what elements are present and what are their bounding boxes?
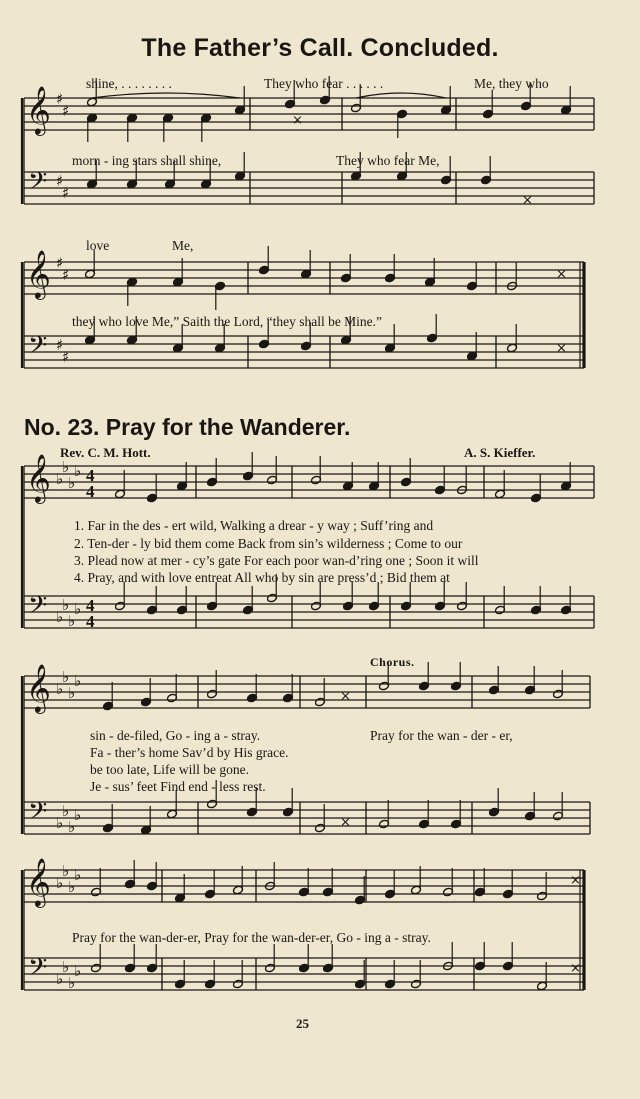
key-sharp-icon: ♯ bbox=[56, 90, 64, 108]
key-sharp-icon: ♯ bbox=[56, 254, 64, 272]
key-flat-icon: ♭ bbox=[62, 802, 70, 820]
verse-3-line-2: be too late, Life will be gone. bbox=[90, 762, 249, 777]
key-sharp-icon: ♯ bbox=[56, 172, 64, 190]
treble-clef-icon: 𝄞 bbox=[26, 249, 51, 298]
time-signature-bottom: 4 bbox=[86, 612, 95, 631]
rest-icon: ⨯ bbox=[340, 815, 351, 830]
verse-3-line-1: 3. Plead now at mer - cy’s gate For each poor wan-d’ring one ; Soon it will bbox=[74, 553, 479, 568]
key-flat-icon: ♭ bbox=[68, 474, 76, 492]
verse-2-line-2: Fa - ther’s home Sav’d by His grace. bbox=[90, 745, 289, 760]
key-flat-icon: ♭ bbox=[62, 596, 70, 614]
key-flat-icon: ♭ bbox=[56, 970, 64, 988]
key-flat-icon: ♭ bbox=[74, 672, 82, 690]
key-flat-icon: ♭ bbox=[56, 608, 64, 626]
key-flat-icon: ♭ bbox=[74, 462, 82, 480]
page-title: The Father’s Call. Concluded. bbox=[141, 34, 499, 62]
lyric-they-who-fear-me: They who fear Me, bbox=[336, 153, 440, 168]
tie-curve bbox=[356, 93, 446, 98]
time-signature-bottom: 4 bbox=[86, 482, 95, 501]
key-sharp-icon: ♯ bbox=[62, 102, 70, 120]
bass-clef-icon: 𝄢 bbox=[28, 797, 48, 832]
key-flat-icon: ♭ bbox=[68, 974, 76, 992]
lyric-me-they-who: Me, they who bbox=[474, 76, 549, 91]
key-sharp-icon: ♯ bbox=[56, 336, 64, 354]
rest-icon: ⨯ bbox=[556, 341, 567, 356]
lyric-they-who-love-me: they who love Me,” Saith the Lord, “they shall be Mine.” bbox=[72, 314, 383, 329]
chorus-words-2: Pray for the wan-der-er, Pray for the wan-der-er, Go - ing a - stray. bbox=[72, 930, 431, 945]
key-flat-icon: ♭ bbox=[68, 818, 76, 836]
key-flat-icon: ♭ bbox=[68, 878, 76, 896]
bass-clef-icon: 𝄢 bbox=[28, 331, 48, 366]
rest-icon: ⨯ bbox=[570, 961, 581, 976]
lyric-love: love bbox=[86, 238, 110, 253]
hymn-author: Rev. C. M. Hott. bbox=[60, 445, 151, 460]
time-signature-top: 4 bbox=[86, 596, 95, 615]
key-flat-icon: ♭ bbox=[68, 612, 76, 630]
verse-4-line-2: Je - sus’ feet Find end - less rest. bbox=[90, 779, 266, 794]
key-sharp-icon: ♯ bbox=[62, 266, 70, 284]
key-flat-icon: ♭ bbox=[74, 600, 82, 618]
bass-clef-icon: 𝄢 bbox=[28, 953, 48, 988]
treble-clef-icon: 𝄞 bbox=[26, 663, 51, 712]
key-flat-icon: ♭ bbox=[56, 470, 64, 488]
key-flat-icon: ♭ bbox=[62, 958, 70, 976]
rest-icon: ⨯ bbox=[522, 193, 533, 208]
verse-2-line-1: 2. Ten-der - ly bid them come Back from sin’s wilderness ; Come to our bbox=[74, 536, 463, 551]
key-flat-icon: ♭ bbox=[56, 814, 64, 832]
lyric-shine: shine, . . . . . . . . bbox=[86, 76, 172, 91]
key-flat-icon: ♭ bbox=[74, 866, 82, 884]
key-flat-icon: ♭ bbox=[56, 680, 64, 698]
hymn-number-title: No. 23. Pray for the Wanderer. bbox=[24, 414, 351, 440]
bass-clef-icon: 𝄢 bbox=[28, 167, 48, 202]
verse-4-line-1: 4. Pray, and with love entreat All who by sin are press’d ; Bid them at bbox=[74, 570, 450, 585]
lyric-they-who-fear: They who fear . . . . . . bbox=[264, 76, 384, 91]
key-sharp-icon: ♯ bbox=[62, 184, 70, 202]
tie-curve bbox=[92, 93, 240, 98]
page-number: 25 bbox=[296, 1016, 309, 1031]
key-flat-icon: ♭ bbox=[74, 806, 82, 824]
lyric-morning-stars: morn - ing stars shall shine, bbox=[72, 153, 222, 168]
bass-clef-icon: 𝄢 bbox=[28, 591, 48, 626]
verse-1-line-2: sin - de-filed, Go - ing a - stray. bbox=[90, 728, 261, 743]
rest-icon: ⨯ bbox=[570, 873, 581, 888]
treble-clef-icon: 𝄞 bbox=[26, 857, 51, 906]
lyric-me: Me, bbox=[172, 238, 194, 253]
treble-clef-icon: 𝄞 bbox=[26, 85, 51, 134]
key-flat-icon: ♭ bbox=[62, 458, 70, 476]
key-flat-icon: ♭ bbox=[68, 684, 76, 702]
chorus-words-1: Pray for the wan - der - er, bbox=[370, 728, 513, 743]
rest-icon: ⨯ bbox=[556, 267, 567, 282]
key-flat-icon: ♭ bbox=[62, 862, 70, 880]
rest-icon: ⨯ bbox=[340, 689, 351, 704]
hymn-composer: A. S. Kieffer. bbox=[464, 445, 536, 460]
treble-clef-icon: 𝄞 bbox=[26, 453, 51, 502]
key-sharp-icon: ♯ bbox=[62, 348, 70, 366]
verse-1-line-1: 1. Far in the des - ert wild, Walking a drear - y way ; Suff’ring and bbox=[74, 518, 434, 533]
key-flat-icon: ♭ bbox=[56, 874, 64, 892]
key-flat-icon: ♭ bbox=[62, 668, 70, 686]
chorus-label: Chorus. bbox=[370, 655, 415, 669]
time-signature-top: 4 bbox=[86, 466, 95, 485]
key-flat-icon: ♭ bbox=[74, 962, 82, 980]
rest-icon: ⨯ bbox=[292, 113, 303, 128]
